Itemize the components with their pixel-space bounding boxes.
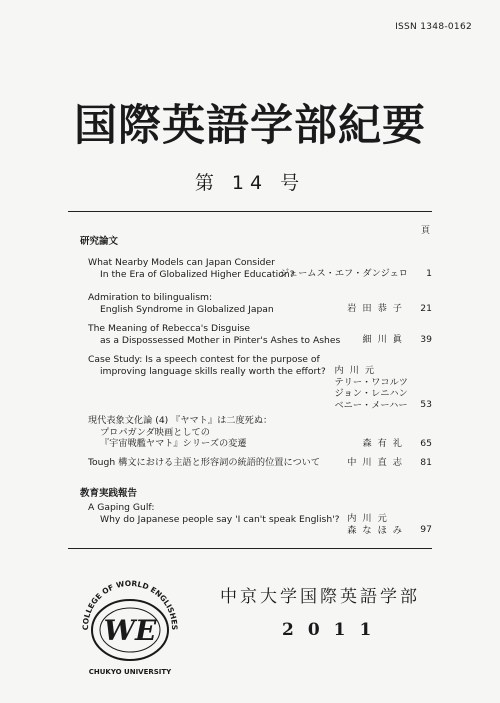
- entry-author: 森なほみ: [347, 524, 408, 536]
- entry-title-line: Admiration to bilingualism:: [88, 292, 213, 303]
- section-heading-research: 研究論文: [80, 236, 119, 247]
- publisher-name: 中京大学国際英語学部: [220, 587, 420, 607]
- entry-page: 21: [420, 303, 432, 314]
- entry-title-line: English Syndrome in Globalized Japan: [100, 303, 274, 315]
- entry-title-line: A Gaping Gulf:: [88, 502, 155, 513]
- journal-title: 国際英語学部紀要: [74, 101, 426, 151]
- college-logo: [74, 572, 186, 680]
- entry-title-line: 現代表象文化論 (4) 『ヤマト』は二度死ぬ：: [88, 415, 273, 426]
- logo-top-text: COLLEGE OF WORLD ENGLISHES: [80, 578, 180, 631]
- entry-title-line: 『宇宙戦艦ヤマト』シリーズの変遷: [100, 438, 247, 449]
- entry-title-line: What Nearby Models can Japan Consider: [88, 257, 275, 268]
- entry-author: 内川元: [347, 513, 393, 524]
- entry-title-line: improving language skills really worth the effort?: [100, 365, 326, 377]
- entry-title-line: Case Study: Is a speech contest for the purpose of: [88, 354, 320, 365]
- entry-author: ジョン・レニハン: [334, 388, 408, 399]
- entry-page: 1: [426, 268, 432, 279]
- section-heading-practice-report: 教育実践報告: [80, 488, 138, 499]
- entry-title-line: as a Dispossessed Mother in Pinter's Ashes to Ashes: [100, 334, 341, 346]
- entry-author: 森有礼: [362, 438, 408, 449]
- issn-label: ISSN 1348-0162: [395, 22, 472, 32]
- entry-title-line: In the Era of Globalized Higher Education?: [100, 268, 295, 280]
- entry-author: 内川元: [334, 365, 381, 376]
- entry-page: 81: [420, 457, 432, 468]
- logo-mark: WE: [103, 614, 157, 647]
- entry-author: ベニー・メーハー: [334, 399, 408, 411]
- entry-author: 岩田恭子: [347, 303, 408, 314]
- entry-author: テリー・ワコルツ: [334, 376, 408, 388]
- entry-page: 97: [420, 524, 432, 535]
- top-divider: [68, 211, 432, 212]
- issue-number: 第 14 号: [194, 172, 306, 194]
- entry-title-line: Why do Japanese people say 'I can't speak English'?: [100, 513, 340, 525]
- entry-page: 65: [420, 438, 432, 449]
- entry-title-line: プロパガンダ映画としての: [100, 426, 210, 438]
- logo-bottom-text: CHUKYO UNIVERSITY: [88, 668, 172, 676]
- publication-year: 2011: [282, 620, 386, 640]
- entry-author: 細川眞: [362, 334, 408, 345]
- entry-title-line: The Meaning of Rebecca's Disguise: [88, 323, 251, 334]
- entry-author: 中川直志: [347, 457, 408, 468]
- entry-page: 53: [420, 399, 432, 410]
- entry-author: ジェームス・エフ・ダンジェロ: [279, 268, 408, 279]
- entry-title-line: Tough 構文における主語と形容詞の統語的位置について: [88, 457, 321, 468]
- entry-page: 39: [420, 334, 432, 345]
- page-column-header: 頁: [420, 226, 430, 236]
- bottom-divider: [68, 548, 432, 549]
